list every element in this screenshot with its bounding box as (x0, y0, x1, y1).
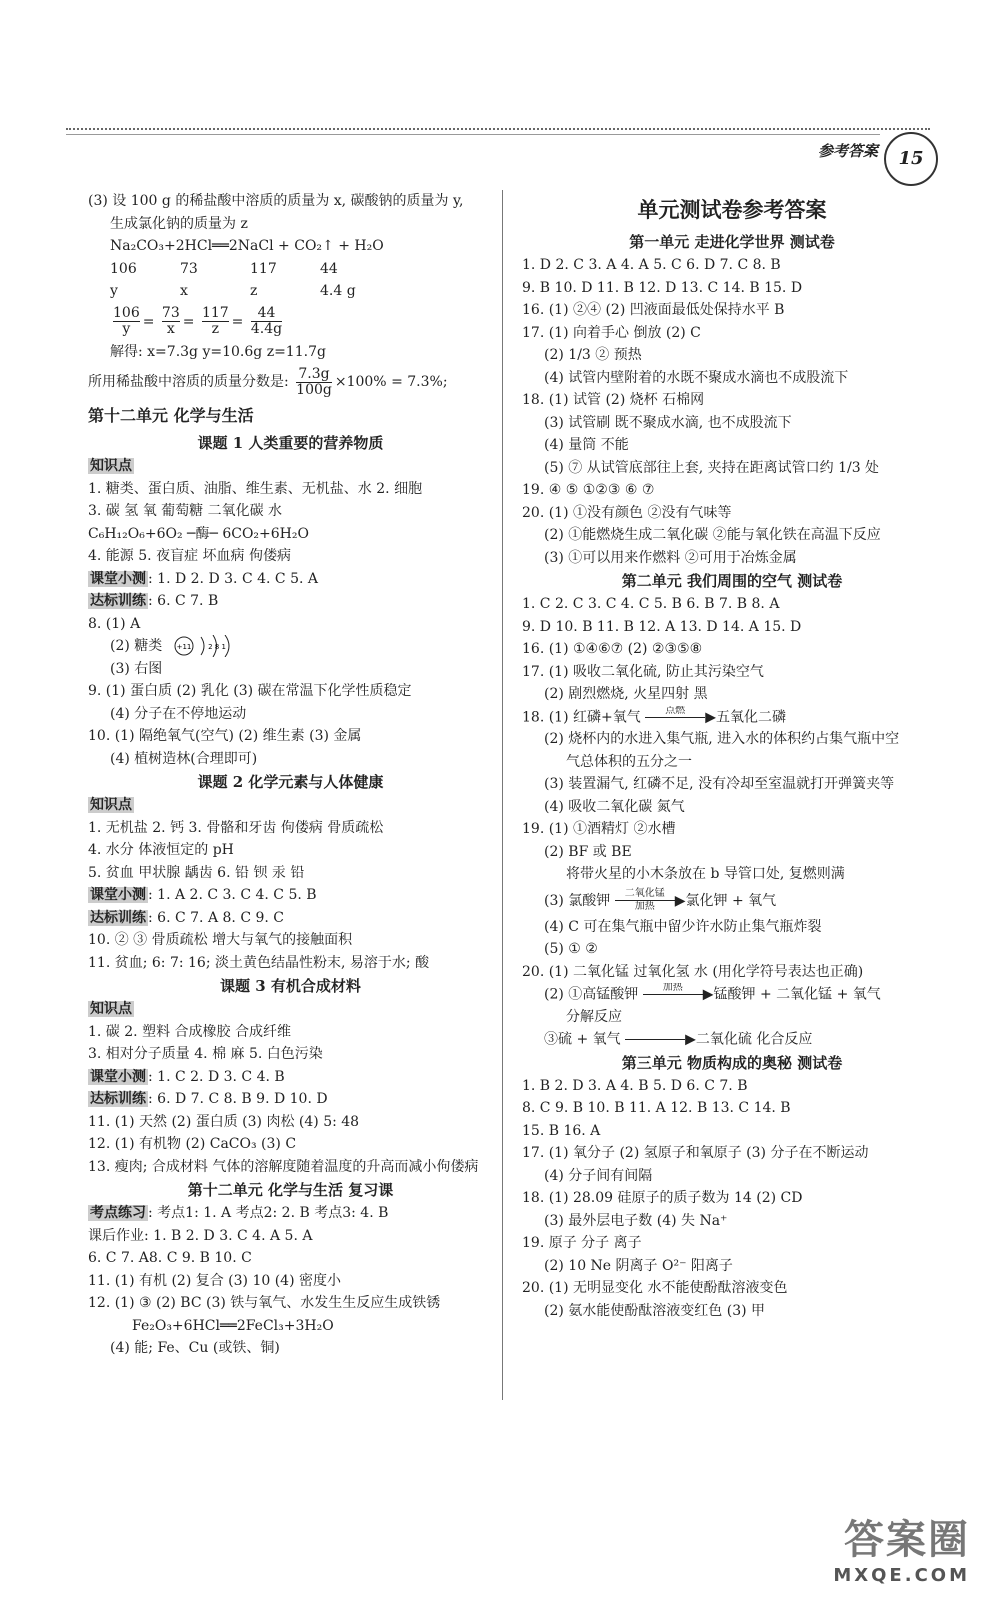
text-line: 1. C 2. C 3. C 4. C 5. B 6. B 7. B 8. A (522, 596, 780, 612)
text-line: (2) 1/3 ② 预热 (544, 347, 642, 363)
text-line: (3) ①可以用来作燃料 ②可用于冶炼金属 (544, 549, 797, 566)
text-line: 17. (1) 氧分子 (2) 氢原子和氧原子 (3) 分子在不断运动 (522, 1145, 869, 1161)
atom-structure-diagram (173, 635, 243, 657)
text-line: (2) ①能燃烧生成二氧化碳 ②能与氧化铁在高温下反应 (544, 527, 881, 543)
text-line: (2) 10 Ne 阴离子 O²⁻ 阳离子 (544, 1257, 733, 1274)
column-divider (502, 190, 503, 1400)
fraction: $\frac{44}{4.4g}$ (250, 305, 283, 337)
text-line: (2) 糖类 +11 2 8 1 (88, 635, 493, 658)
unit-title: 第十二单元 化学与生活 (88, 406, 254, 425)
text-line: 10. (1) 隔绝氧气(空气) (2) 维生素 (3) 金属 (88, 728, 362, 744)
mass-value: 44 (320, 260, 338, 277)
answer-line: 达标训练 : 6. D 7. C 8. B 9. D 10. D (90, 1091, 328, 1107)
fraction-row: $\frac{106}{y}$ = $\frac{73}{x}$ = $\frac{117}{z}$ = $\frac{44}{4.4g}$ (113, 305, 283, 337)
text-line: 12. (1) ③ (2) BC (3) 铁与氧气、水发生生反应生成铁锈 (88, 1295, 441, 1311)
text-line: 生成氯化钠的质量为 z (110, 215, 248, 232)
section-tag: 知识点 (90, 458, 132, 474)
text-line: 分解反应 (566, 1008, 622, 1025)
text-line: (3) 装置漏气, 红磷不足, 没有冷却至室温就打开弹簧夹等 (544, 776, 895, 792)
fraction: $\frac{117}{z}$ (201, 305, 229, 337)
lesson-title: 课题 1 人类重要的营养物质 (197, 434, 384, 452)
text-line: 18. (1) 28.09 硅原子的质子数为 14 (2) CD (522, 1190, 803, 1206)
lesson-title: 课题 3 有机合成材料 (220, 977, 361, 995)
right-column (522, 190, 942, 1322)
fraction: $\frac{73}{x}$ (161, 305, 180, 337)
mass-row (88, 258, 493, 281)
answer-line: 达标训练 : 6. C 7. B (90, 593, 219, 609)
header-rule-thin (66, 134, 880, 135)
text-line: (5) ⑦ 从试管底部往上套, 夹持在距离试管口约 1/3 处 (544, 459, 880, 476)
text-line: 12. (1) 有机物 (2) CaCO₃ (3) C (88, 1136, 297, 1152)
atom-nucleus-label: +11 (176, 643, 192, 651)
answer-line: 考点练习 : 考点1: 1. A 考点2: 2. B 考点3: 4. B (90, 1205, 389, 1221)
header-title: 参考答案 (817, 142, 878, 160)
answer-line: 课堂小测 : 1. A 2. C 3. C 4. C 5. B (90, 887, 317, 903)
reaction-line: (3) 氯酸钾 二氧化锰 加热 ▶氯化钾 + 氧气 (544, 888, 777, 912)
reaction-arrow (625, 1028, 685, 1051)
text-line: 将带火星的小木条放在 b 导管口处, 复燃则满 (566, 866, 845, 882)
text-line: (4) 分子在不停地运动 (110, 705, 247, 722)
text-line: 8. (1) A (88, 615, 141, 632)
unit-test-title: 第三单元 物质构成的奥秘 测试卷 (621, 1053, 843, 1072)
watermark-text: 答案圈 (844, 1517, 970, 1563)
text-line: 20. (1) ①没有颜色 ②没有气味等 (522, 504, 732, 521)
watermark-logo (833, 1508, 970, 1586)
text-line: (4) 能; Fe、Cu (或铁、铜) (110, 1340, 280, 1356)
reaction-line: 18. (1) 红磷+氧气 点燃 ▶五氧化二磷 (522, 706, 942, 729)
text-line: 17. (1) 向着手心 倒放 (2) C (522, 324, 701, 341)
solution-line: 解得: x=7.3g y=10.6g z=11.7g (110, 343, 326, 360)
text-line: 10. ② ③ 骨质疏松 增大与氧气的接触面积 (88, 932, 353, 948)
text-line: 9. D 10. B 11. B 12. A 13. D 14. A 15. D (522, 618, 802, 635)
text-line: (5) ① ② (544, 941, 598, 957)
text-line: (4) 植树造林(合理即可) (110, 750, 258, 767)
fraction: $\frac{7.3g}{100g}$ (296, 365, 332, 398)
reaction-arrow: 二氧化锰 加热 (615, 889, 675, 912)
text-line: (4) 量筒 不能 (544, 437, 629, 453)
reaction-arrow: 点燃 (645, 706, 705, 729)
text-line: (3) 右图 (110, 660, 163, 677)
text-line: (2) 烧杯内的水进入集气瓶, 进入水的体积约占集气瓶中空 (544, 731, 900, 747)
unit-test-title: 第二单元 我们周围的空气 测试卷 (621, 572, 843, 590)
text-line: 3. 相对分子质量 4. 棉 麻 5. 白色污染 (88, 1046, 323, 1062)
text-line: (2) 剧烈燃烧, 火星四射 黑 (544, 686, 708, 702)
text-line: 9. (1) 蛋白质 (2) 乳化 (3) 碳在常温下化学性质稳定 (88, 683, 412, 699)
reaction-line: (2) ①高锰酸钾 加热 ▶锰酸钾 + 二氧化锰 + 氧气 (522, 983, 942, 1006)
var-value: 4.4 g (320, 283, 356, 299)
text-line: (4) C 可在集气瓶中留少许水防止集气瓶炸裂 (544, 918, 822, 935)
text-line: 16. (1) ②④ (2) 凹液面最低处保持水平 B (522, 302, 785, 318)
text-line: 20. (1) 无明显变化 水不能使酚酞溶液变色 (522, 1280, 788, 1296)
text-line: 9. B 10. D 11. B 12. D 13. C 14. B 15. D (522, 279, 803, 296)
text-line: 18. (1) 试管 (2) 烧杯 石棉网 (522, 392, 705, 408)
text-line: 19. ④ ⑤ ①②③ ⑥ ⑦ (522, 482, 655, 498)
text-line: (3) 设 100 g 的稀盐酸中溶质的质量为 x, 碳酸钠的质量为 y, (88, 193, 464, 209)
fraction: $\frac{106}{y}$ (113, 305, 140, 337)
var-row (88, 280, 493, 303)
text-line: (4) 试管内壁附着的水既不聚成水滴也不成股流下 (544, 369, 849, 386)
text-line: 1. 碳 2. 塑料 合成橡胶 合成纤维 (88, 1023, 291, 1040)
var-value: x (180, 283, 188, 299)
mass-value: 106 (110, 260, 137, 277)
reaction-arrow: 加热 (643, 983, 703, 1006)
unit-test-title: 第一单元 走进化学世界 测试卷 (629, 233, 835, 251)
equation: Na₂CO₃+2HCl══2NaCl + CO₂↑ + H₂O (110, 238, 384, 254)
answer-line: 课堂小测 : 1. D 2. D 3. C 4. C 5. A (90, 570, 318, 587)
var-value: y (110, 283, 118, 299)
text-line: 11. 贫血; 6: 7: 16; 淡土黄色结晶性粉末, 易溶于水; 酸 (88, 954, 430, 971)
text-line: 15. B 16. A (522, 1122, 601, 1139)
mass-value: 73 (180, 260, 198, 277)
section-tag: 知识点 (90, 1001, 132, 1017)
equation: Fe₂O₃+6HCl══2FeCl₃+3H₂O (132, 1317, 334, 1334)
text-line: 4. 能源 5. 夜盲症 坏血病 佝偻病 (88, 548, 291, 564)
lesson-title: 课题 2 化学元素与人体健康 (197, 773, 384, 791)
text-line: (4) 分子间有间隔 (544, 1167, 653, 1184)
text-line: (4) 吸收二氧化碳 氮气 (544, 798, 685, 815)
text-line: 课后作业: 1. B 2. D 3. C 4. A 5. A (88, 1227, 313, 1244)
answer-line: 课堂小测 : 1. C 2. D 3. C 4. B (90, 1068, 285, 1085)
watermark-url: MXQE.COM (833, 1565, 970, 1586)
result-line: 所用稀盐酸中溶质的质量分数是: $\frac{7.3g}{100g}$ ×100% = 7.3%; (88, 365, 448, 398)
text-line: (2) 氨水能使酚酞溶液变红色 (3) 甲 (544, 1302, 766, 1319)
lesson-title: 第十二单元 化学与生活 复习课 (187, 1181, 394, 1199)
header-rule (66, 128, 930, 130)
section-tag: 知识点 (90, 797, 132, 813)
text-line: 17. (1) 吸收二氧化硫, 防止其污染空气 (522, 663, 764, 680)
text-line: 1. B 2. D 3. A 4. B 5. D 6. C 7. B (522, 1077, 748, 1094)
text-line: 11. (1) 天然 (2) 蛋白质 (3) 肉松 (4) 5: 48 (88, 1113, 360, 1130)
left-column (88, 190, 493, 1360)
text-line: 6. C 7. A8. C 9. B 10. C (88, 1250, 252, 1266)
text-line: (3) 最外层电子数 (4) 失 Na⁺ (544, 1212, 728, 1229)
text-line: (2) BF 或 BE (544, 843, 632, 860)
text-line: 19. (1) ①酒精灯 ②水槽 (522, 821, 676, 837)
text-line: 20. (1) 二氧化锰 过氧化氢 水 (用化学符号表达也正确) (522, 963, 864, 980)
equation: C₆H₁₂O₆+6O₂ ─酶─ 6CO₂+6H₂O (88, 525, 309, 542)
text-line: (3) 试管刷 既不聚成水滴, 也不成股流下 (544, 414, 792, 431)
mass-value: 117 (250, 260, 277, 277)
answer-line: 达标训练 : 6. C 7. A 8. C 9. C (90, 909, 284, 926)
text-line: 1. D 2. C 3. A 4. A 5. C 6. D 7. C 8. B (522, 257, 781, 273)
text-line: 3. 碳 氢 氧 葡萄糖 二氧化碳 水 (88, 503, 283, 519)
text-line: 13. 瘦肉; 合成材料 气体的溶解度随着温度的升高而减小佝偻病 (88, 1158, 479, 1175)
text-line: 1. 糖类、蛋白质、油脂、维生素、无机盐、水 2. 细胞 (88, 480, 423, 497)
text-line: 5. 贫血 甲状腺 龋齿 6. 铅 钡 汞 铅 (88, 864, 305, 881)
var-value: z (250, 283, 258, 299)
text-line: 19. 原子 分子 离子 (522, 1235, 642, 1251)
text-line: 16. (1) ①④⑥⑦ (2) ②③⑤⑧ (522, 641, 703, 657)
text-line: 11. (1) 有机 (2) 复合 (3) 10 (4) 密度小 (88, 1272, 342, 1289)
page-number: 15 (884, 132, 938, 186)
main-title: 单元测试卷参考答案 (637, 197, 827, 222)
text-line: 8. C 9. B 10. B 11. A 12. B 13. C 14. B (522, 1100, 791, 1116)
text-line: 1. 无机盐 2. 钙 3. 骨骼和牙齿 佝偻病 骨质疏松 (88, 819, 384, 836)
text-line: 4. 水分 体液恒定的 pH (88, 842, 234, 858)
text-line: 气总体积的五分之一 (566, 753, 692, 770)
reaction-line: ③硫 + 氧气 ▶二氧化硫 化合反应 (522, 1028, 942, 1051)
atom-shell-label: 2 8 1 (207, 643, 226, 651)
